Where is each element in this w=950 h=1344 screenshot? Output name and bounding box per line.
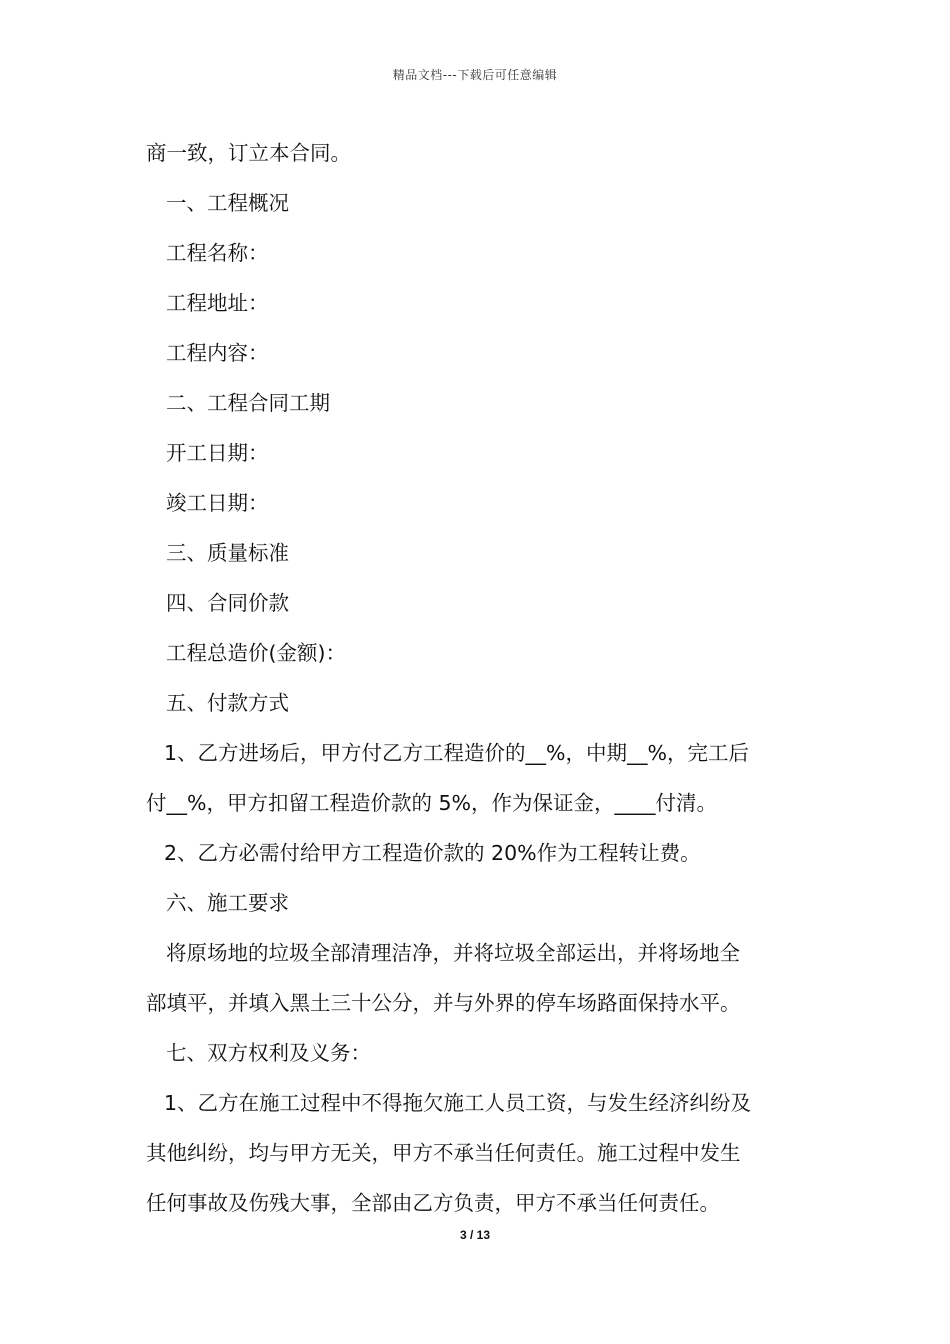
paragraph-line: 1、乙方在施工过程中不得拖欠施工人员工资，与发生经济纠纷及: [164, 1091, 752, 1115]
paragraph-line: 1、乙方进场后，甲方付乙方工程造价的__%，中期__%，完工后: [164, 741, 749, 765]
field-label: 工程内容：: [166, 341, 269, 365]
field-label: 工程总造价(金额)：: [166, 641, 346, 665]
paragraph-line: 任何事故及伤残大事，全部由乙方负责，甲方不承当任何责任。: [146, 1191, 720, 1215]
field-label: 工程名称：: [166, 241, 269, 265]
paragraph-line: 付__%，甲方扣留工程造价款的 5%，作为保证金，____付清。: [146, 791, 718, 815]
paragraph-line: 商一致，订立本合同。: [146, 141, 351, 165]
page-number: 3 / 13: [459, 1228, 491, 1242]
section-heading: 二、工程合同工期: [166, 391, 330, 415]
field-label: 工程地址：: [166, 291, 269, 315]
page-header: 精品文档---下载后可任意编辑: [392, 68, 558, 82]
paragraph-line: 部填平，并填入黑土三十公分，并与外界的停车场路面保持水平。: [146, 991, 741, 1015]
section-heading: 四、合同价款: [166, 591, 289, 615]
section-heading: 三、质量标准: [166, 541, 289, 565]
paragraph-line: 2、乙方必需付给甲方工程造价款的 20%作为工程转让费。: [164, 841, 701, 865]
section-heading: 五、付款方式: [166, 691, 289, 715]
section-heading: 一、工程概况: [166, 191, 289, 215]
field-label: 竣工日期：: [166, 491, 269, 515]
section-heading: 七、双方权利及义务：: [166, 1041, 371, 1065]
paragraph-line: 将原场地的垃圾全部清理洁净，并将垃圾全部运出，并将场地全: [166, 941, 740, 965]
document-body: [146, 128, 810, 1228]
section-heading: 六、施工要求: [166, 891, 289, 915]
paragraph-line: 其他纠纷，均与甲方无关，甲方不承当任何责任。施工过程中发生: [146, 1141, 741, 1165]
field-label: 开工日期：: [166, 441, 269, 465]
